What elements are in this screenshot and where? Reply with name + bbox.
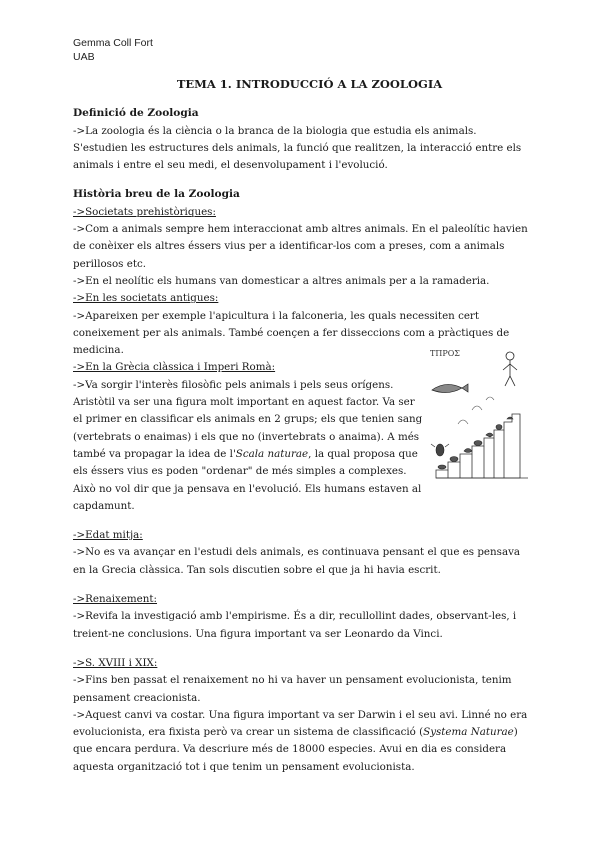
beetle-drawing	[431, 444, 449, 456]
human-figure-drawing	[503, 352, 517, 386]
creatures-drawing	[438, 417, 513, 469]
definition-heading: Definició de Zoologia	[73, 107, 199, 120]
ancient-text: ->Apareixen per exemple l'apicultura i la falconeria, les quals necessiten cert coneixement per als animals. També coençen a fer disseccions com a pràctiques de medicina.	[73, 309, 510, 357]
xviii-paragraph-2	[73, 707, 528, 776]
medieval-label: ->Edat mitja:	[73, 529, 143, 542]
prehistoric-paragraph-1: ->Com a animals sempre hem interaccionat amb altres animals. En el paleolític havien de conèixer els altres éssers vius per a identificar-los com a preses, com a animals perillosos etc.	[73, 223, 528, 270]
prehistoric-label: ->Societats prehistòriques:	[73, 205, 216, 218]
systema-naturae-term: Systema Naturae	[423, 726, 514, 739]
author-name: Gemma Coll Fort	[73, 37, 153, 49]
greece-label: ->En la Grècia clàssica i Imperi Romà:	[73, 361, 276, 374]
xviii-xix-label: ->S. XVIII i XIX:	[73, 656, 158, 669]
fish-drawing	[432, 384, 468, 393]
xviii-paragraph-1: ->Fins ben passat el renaixement no hi va haver un pensament evolucionista, tenim pensament creacionista.	[73, 674, 512, 704]
xviii-text-a: ->Aquest canvi va costar. Una figura important va ser Darwin i el seu avi. Linné no era evolucionista, era fixista però va crear un sistema de classificació (	[73, 708, 528, 739]
staircase-drawing	[436, 414, 528, 478]
scala-naturae-figure	[428, 346, 530, 486]
page-header	[73, 36, 153, 64]
greece-section	[73, 359, 423, 515]
greece-text-a: ->Va sorgir l'interès filosòfic pels animals i pels seus orígens. Aristòtil va ser una figura molt important en aquest factor. Va ser el primer en classificar els animals en 2 grups; els que tenien sang (vertebrats o enaimas) i els que no (invertebrats o anaima). A més també va propagar la idea de l'	[73, 378, 423, 460]
medieval-paragraph: ->No es va avançar en l'estudi dels animals, es continuava pensant el que es pensava en la Grecia clàssica. Tan sols discutien sobre el que ja hi havia escrit.	[73, 546, 521, 576]
renaissance-paragraph: ->Revifa la investigació amb l'empirisme. És a dir, recullollint dades, observant-les, i treient-ne conclusions. Una figura important va ser Leonardo da Vinci.	[73, 610, 517, 640]
history-heading: Història breu de la Zoologia	[73, 188, 240, 201]
greece-text-b: , la qual proposa que els éssers vius es poden "ordenar" de més simples a complexes. Això no vol dir que ja pensava en l'evolució. Els humans estaven al capdamunt.	[73, 447, 422, 512]
prehistoric-paragraph-2: ->En el neolític els humans van domesticar a altres animals per a la ramaderia.	[73, 274, 490, 287]
xviii-text-b: ) que encara perdura. Va descriure més de 18000 especies. Avui en dia es considera aquesta organització tot i que tenim un pensament evolucionista.	[73, 726, 518, 773]
renaissance-label: ->Renaixement:	[73, 593, 158, 606]
plant-drawing	[458, 397, 494, 424]
document-title: TEMA 1. INTRODUCCIÓ A LA ZOOLOGIA	[176, 77, 443, 91]
figure-caption: ΤΠΡΟΣ	[430, 349, 460, 358]
greece-paragraph	[73, 377, 423, 515]
ancient-label: ->En les societats antigues:	[73, 292, 219, 305]
institution: UAB	[73, 51, 95, 63]
definition-paragraph: ->La zoologia és la ciència o la branca de la biologia que estudia els animals. S'estudien les estructures dels animals, la funció que realitzen, la interacció entre els animals i entre el seu medi, el desenvolupament i l'evolució.	[73, 124, 522, 172]
scala-naturae-term: Scala naturae	[235, 447, 309, 460]
